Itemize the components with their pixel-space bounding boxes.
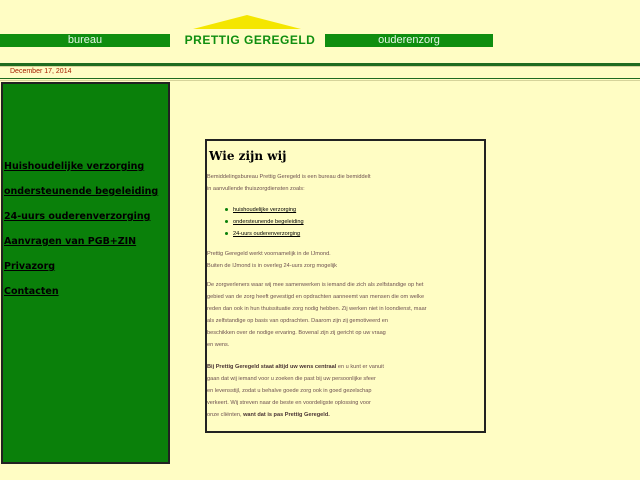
region-line-2: Buiten de IJmond is in overleg 24-uurs zorg mogelijk — [207, 263, 337, 269]
date-divider-light — [0, 80, 640, 81]
service-link-24-uurs[interactable]: 24-uurs ouderenverzorging — [233, 231, 301, 237]
care-line: reden dan ook in hun thuissituatie zorg nodig hebben. Zij werken niet in loondienst, maar — [207, 306, 427, 312]
nav-link-privazorg[interactable]: Privazorg — [4, 261, 56, 272]
header-bar-ouderenzorg: ouderenzorg — [325, 34, 493, 47]
sidebar-nav — [1, 82, 170, 464]
list-item — [225, 204, 304, 216]
nav-link-huishoudelijke-verzorging[interactable]: Huishoudelijke verzorging — [4, 161, 145, 172]
nav-link-aanvragen-pgb-zin[interactable]: Aanvragen van PGB+ZIN — [4, 236, 137, 247]
current-date: December 17, 2014 — [10, 68, 72, 75]
site-header — [0, 0, 640, 64]
closing-line: gaan dat wij iemand voor u zoeken die past bij uw persoonlijke sfeer — [207, 376, 376, 382]
content-panel — [205, 139, 486, 433]
closing-line-1 — [207, 361, 479, 373]
nav-link-24-uurs-ouderenverzorging[interactable]: 24-uurs ouderenverzorging — [4, 211, 151, 222]
list-item — [225, 216, 304, 228]
care-line: als zelfstandige op basis van opdrachten. Daarom zijn zij gemotiveerd en — [207, 318, 388, 324]
closing-bold-1: Bij Prettig Geregeld staat altijd uw wens centraal — [207, 364, 337, 370]
service-list — [225, 204, 304, 240]
closing-text-1: en u kunt er vanuit — [336, 364, 384, 370]
closing-last-text: onze cliënten, — [207, 412, 244, 418]
care-line: en wens. — [207, 342, 230, 348]
closing-line: en levensstijl, zodat u behalve goede zorg ook in goed gezelschap — [207, 388, 372, 394]
service-link-huishoudelijke[interactable]: huishoudelijke verzorging — [233, 207, 297, 213]
nav-link-contacten[interactable]: Contacten — [4, 286, 59, 297]
service-link-ondersteunende[interactable]: ondersteunende begeleiding — [233, 219, 304, 225]
header-bar-bureau: bureau — [0, 34, 170, 47]
care-line: De zorgverleners waar wij mee samenwerken is iemand die zich als zelfstandige op het — [207, 282, 424, 288]
logo-roof-icon — [193, 15, 301, 29]
nav-link-ondersteunende-begeleiding[interactable]: ondersteunende begeleiding — [4, 186, 159, 197]
list-item — [225, 228, 304, 240]
header-divider-light — [0, 66, 640, 67]
date-divider — [0, 78, 640, 79]
page-title: Wie zijn wij — [209, 149, 287, 163]
intro-line-2: in aanvullende thuiszorgdiensten zoals: — [207, 186, 305, 192]
intro-line-1: Bemiddelingsbureau Prettig Geregeld is een bureau die bemiddelt — [207, 174, 371, 180]
region-line-1: Prettig Geregeld werkt voornamelijk in de IJmond. — [207, 251, 331, 257]
closing-bold-2: want dat is pas Prettig Geregeld. — [243, 412, 330, 418]
site-logo[interactable]: PRETTIG GEREGELD — [184, 33, 316, 47]
care-line: gebied van de zorg heeft gevestigd en opdrachten aanneemt van mensen die om welke — [207, 294, 425, 300]
closing-line: verkeert. Wij streven naar de beste en voordeligste oplossing voor — [207, 400, 371, 406]
closing-last-line — [207, 409, 479, 421]
care-line: beschikken over de nodige ervaring. Bovenal zijn zij gericht op uw vraag — [207, 330, 386, 336]
